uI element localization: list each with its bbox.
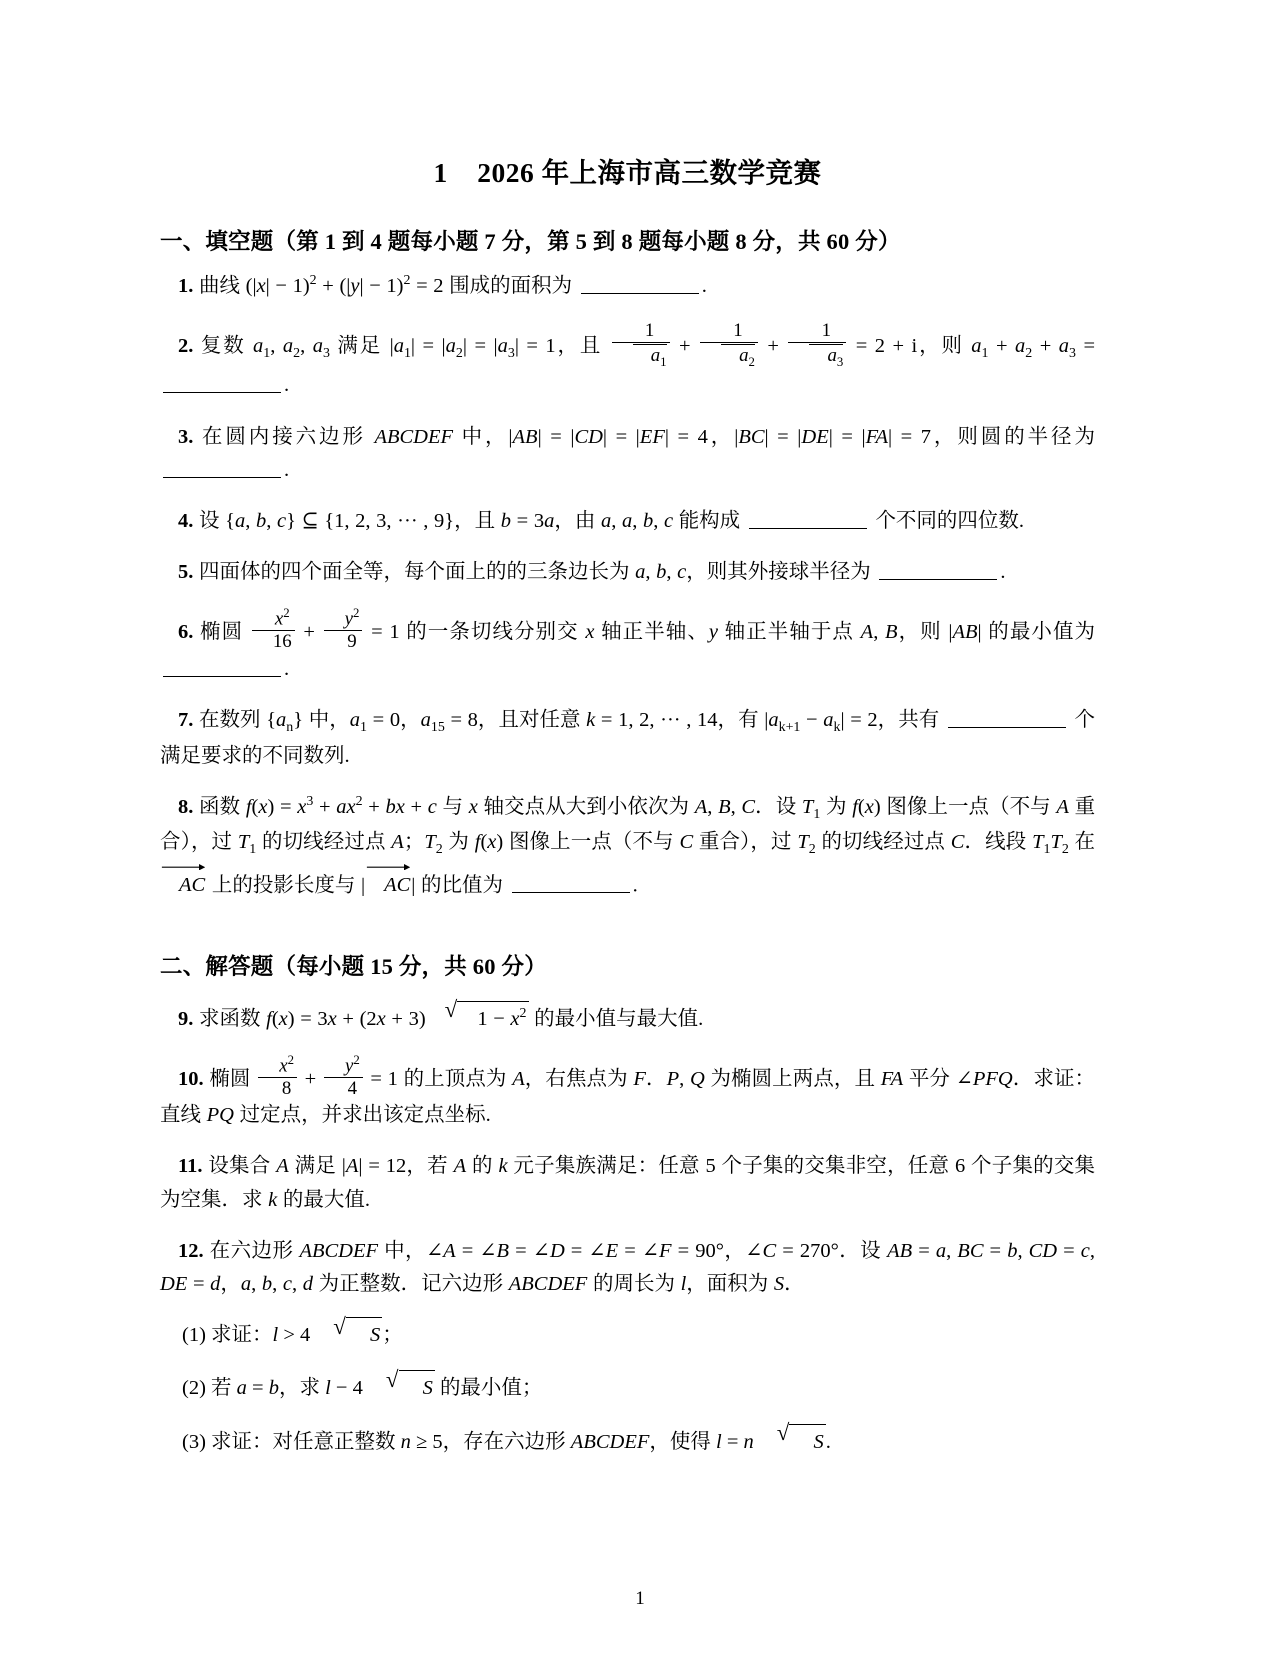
problem-6: 6. 椭圆 $\frac{x^2}{16}$ + $\frac{y^2}{9}$ = 1 的一条切线分别交 x 轴正半轴、y 轴正半轴于点 A, B，则 |AB| 的最小值为 .	[160, 607, 1095, 685]
problem-1: 1. 曲线 $(|x| - 1)^2 + (|y| - 1)^2 = 2$ 围成的面积为 .	[178, 273, 707, 297]
problem-5-number: 5.	[178, 561, 194, 584]
problem-2: 2. 复数 $a_1$, $a_2$, $a_3$ 满足 $|a_1| = |a_2| = |a_3| = 1$，且 $\frac{1}{a_1}$ + $\frac{1}{a_2}$ + $\frac{1}{a_3}$ = 2 + i，则 $a_1 + a_2 + a_3$ = .	[160, 321, 1095, 402]
page-number: 1	[635, 1588, 645, 1609]
problem-8-number: 8.	[178, 795, 194, 818]
problem-3: 3. 在圆内接六边形 ABCDEF 中，|AB| = |CD| = |EF| = 4，|BC| = |DE| = |FA| = 7，则圆的半径为 .	[160, 421, 1095, 487]
answer-blank-1[interactable]	[581, 293, 699, 294]
problem-12: 12. 在六边形 ABCDEF 中，∠A = ∠B = ∠D = ∠E = ∠F = 90°，∠C = 270°．设 AB = a, BC = b, CD = c, DE = d，a, b, c, d 为正整数．记六边形 ABCDEF 的周长为 l，面积为 S．	[160, 1239, 1096, 1295]
problem-1-number: 1.	[178, 275, 194, 297]
problem-12-subitem-1: (1) 求证：l > 4 √ S；	[160, 1317, 1095, 1352]
problem-12-subitem-3-label: (3)	[182, 1430, 206, 1453]
answer-blank-7[interactable]	[948, 727, 1066, 728]
problem-7-number: 7.	[178, 708, 194, 731]
section-heading-solution: 二、解答题（每小题 15 分，共 60 分）	[160, 953, 547, 979]
problem-9: 9. 求函数 f(x) = 3x + (2x + 3) √ $1 - x^2$ 的最小值与最大值.	[160, 1001, 1095, 1036]
answer-blank-2[interactable]	[163, 392, 281, 393]
answer-blank-6[interactable]	[163, 676, 281, 677]
problem-7: 7. 在数列 $\{a_n\}$ 中，$a_1 = 0$，$a_{15} = 8$，且对任意 k = 1, 2, ··· , 14，有 $|a_{k+1} - a_k| = 2$，共有 个满足要求的不同数列.	[160, 708, 1096, 767]
problem-12-subitem-3: (3) 求证：对任意正整数 n ≥ 5，存在六边形 ABCDEF，使得 l = n √ S.	[160, 1424, 1095, 1459]
problem-3-number: 3.	[178, 425, 194, 448]
page-title: 1 2026 年上海市高三数学竞赛	[433, 157, 822, 188]
vector-ac-icon: AC	[161, 862, 205, 903]
problem-6-number: 6.	[178, 621, 194, 644]
answer-blank-8[interactable]	[512, 892, 630, 893]
problem-12-subitem-2: (2) 若 a = b，求 l − 4 √ S 的最小值；	[160, 1370, 1095, 1405]
section-heading-fill-in-blank: 一、填空题（第 1 到 4 题每小题 7 分，第 5 到 8 题每小题 8 分，共 60 分）	[160, 229, 901, 254]
problem-11-number: 11.	[178, 1155, 203, 1178]
problem-10-number: 10.	[178, 1068, 204, 1091]
problem-4-number: 4.	[178, 510, 194, 533]
problem-12-number: 12.	[178, 1239, 204, 1262]
problem-5: 5. 四面体的四个面全等，每个面上的的三条边长为 a, b, c，则其外接球半径为 .	[178, 561, 1006, 584]
problem-12-subitem-2-label: (2)	[182, 1377, 206, 1400]
problem-9-number: 9.	[178, 1007, 194, 1030]
answer-blank-4[interactable]	[749, 528, 867, 529]
problem-11: 11. 设集合 A 满足 |A| = 12，若 A 的 k 元子集族满足：任意 5 个子集的交集非空，任意 6 个子集的交集为空集．求 k 的最大值.	[160, 1155, 1096, 1211]
problem-2-number: 2.	[178, 335, 194, 358]
problem-12-subitem-1-label: (1)	[182, 1324, 206, 1347]
answer-blank-5[interactable]	[879, 579, 997, 580]
vector-ac-icon-2: AC	[366, 862, 410, 903]
problem-4: 4. 设 {a, b, c} ⊆ {1, 2, 3, ··· , 9}，且 b = 3a，由 a, a, b, c 能构成 个不同的四位数.	[178, 510, 1025, 533]
answer-blank-3[interactable]	[163, 477, 281, 478]
problem-8: 8. 函数 $f(x) = x^3 + ax^2$ + bx + c 与 x 轴交点从大到小依次为 A, B, C．设 $T_1$ 为 f(x) 图像上一点（不与 A 重合），过 $T_1$ 的切线经过点 A；$T_2$ 为 f(x) 图像上一点（不与 C 重合），过 $T_2$ 的切线经过点 C．线段 $T_1T_2$ 在 AC 上的投影长度与 | AC| 的比值为 .	[160, 791, 1095, 903]
problem-10: 10. 椭圆 $\frac{x^2}{8}$ + $\frac{y^2}{4}$ = 1 的上顶点为 A，右焦点为 F．P, Q 为椭圆上两点，且 FA 平分 ∠PFQ．求证：直线 PQ 过定点，并求出该定点坐标.	[160, 1052, 1096, 1127]
